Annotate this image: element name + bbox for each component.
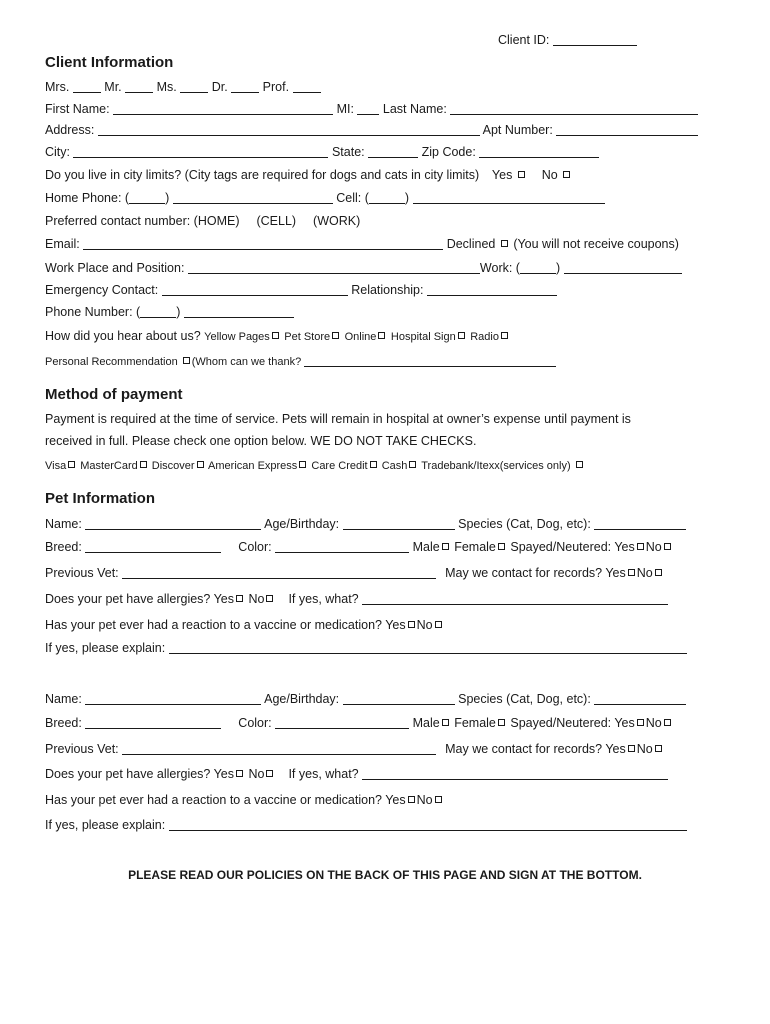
paren-close: ) xyxy=(176,305,181,319)
relationship-label: Relationship: xyxy=(351,283,424,297)
pet1-spayed-yes-label: Spayed/Neutered: Yes xyxy=(510,540,635,554)
pet2-age-label: Age/Birthday: xyxy=(264,692,340,706)
title-dr-label: Dr. xyxy=(211,80,228,94)
pay-amex-checkbox[interactable] xyxy=(299,461,306,468)
declined-note: (You will not receive coupons) xyxy=(513,237,679,251)
first-name-label: First Name: xyxy=(45,102,110,116)
pet2-vet-row xyxy=(45,741,664,757)
payment-text-line-1: Payment is required at the time of service. Pets will remain in hospital at owner’s expense until payment is xyxy=(45,412,631,426)
title-prof-label: Prof. xyxy=(262,80,290,94)
client-id-row xyxy=(498,32,637,48)
whom-label: (Whom can we thank? xyxy=(191,356,302,368)
zip-label: Zip Code: xyxy=(421,145,476,159)
payment-options-row xyxy=(45,458,585,474)
pet1-prev-vet-label: Previous Vet: xyxy=(45,566,119,580)
city-limits-yes-label: Yes xyxy=(491,168,513,182)
pet2-female-checkbox[interactable] xyxy=(498,719,505,726)
pet1-reaction-yes-checkbox[interactable] xyxy=(408,621,415,628)
address-field[interactable] xyxy=(98,123,480,136)
home-area-code-field[interactable] xyxy=(129,191,165,204)
work-phone-label: Work: ( xyxy=(479,261,520,275)
client-id-label: Client ID: xyxy=(498,33,550,47)
city-limits-yes-checkbox[interactable] xyxy=(518,171,525,178)
name-row xyxy=(45,101,698,117)
pet1-spayed-no-label: No xyxy=(645,540,662,554)
pet1-breed-row xyxy=(45,539,673,555)
work-place-field[interactable] xyxy=(188,261,480,274)
pet2-explain-label: If yes, please explain: xyxy=(45,818,166,832)
title-ms-label: Ms. xyxy=(156,80,177,94)
home-phone-field[interactable] xyxy=(173,191,333,204)
hear-radio-label: Radio xyxy=(470,331,499,343)
city-limits-no-label: No xyxy=(541,168,558,182)
pet2-records-yes-checkbox[interactable] xyxy=(628,745,635,752)
personal-rec-row xyxy=(45,354,556,370)
home-phone-label: Home Phone: ( xyxy=(45,191,130,205)
state-label: State: xyxy=(331,145,365,159)
declined-checkbox[interactable] xyxy=(501,240,508,247)
pet2-allergies-no-checkbox[interactable] xyxy=(266,770,273,777)
paren-close: ) xyxy=(165,191,170,205)
pet1-species-field[interactable] xyxy=(594,517,686,530)
emergency-phone-field[interactable] xyxy=(184,305,294,318)
city-field[interactable] xyxy=(73,145,328,158)
pet2-female-label: Female xyxy=(454,716,496,730)
address-label: Address: xyxy=(45,123,95,137)
pet1-allergies-no-label: No xyxy=(248,592,265,606)
pet1-female-label: Female xyxy=(454,540,496,554)
pet2-allergies-no-label: No xyxy=(248,767,265,781)
pay-mastercard-checkbox[interactable] xyxy=(140,461,147,468)
pet1-name-row xyxy=(45,516,686,532)
work-place-label: Work Place and Position: xyxy=(45,261,185,275)
pet2-reaction-row xyxy=(45,792,444,808)
preferred-contact-row xyxy=(45,213,360,229)
pet2-spayed-yes-checkbox[interactable] xyxy=(637,719,644,726)
state-field[interactable] xyxy=(368,145,418,158)
hear-hospital-sign-checkbox[interactable] xyxy=(458,332,465,339)
pet2-breed-label: Breed: xyxy=(45,716,82,730)
pay-mastercard-label: MasterCard xyxy=(80,460,138,472)
pay-visa-checkbox[interactable] xyxy=(68,461,75,468)
payment-heading: Method of payment xyxy=(45,386,183,403)
pet1-female-checkbox[interactable] xyxy=(498,543,505,550)
pay-cash-checkbox[interactable] xyxy=(409,461,416,468)
pet2-breed-field[interactable] xyxy=(85,716,221,729)
pay-cash-label: Cash xyxy=(381,460,408,472)
title-mr-field[interactable] xyxy=(125,80,153,93)
emergency-contact-field[interactable] xyxy=(162,283,348,296)
emergency-row xyxy=(45,282,557,298)
emergency-area-code-field[interactable] xyxy=(140,305,176,318)
preferred-home-option[interactable]: Preferred contact number: (HOME) xyxy=(45,214,240,228)
first-name-field[interactable] xyxy=(113,102,333,115)
hear-online-label: Online xyxy=(344,331,377,343)
pet1-records-yes-label: May we contact for records? Yes xyxy=(445,566,626,580)
city-limits-no-checkbox[interactable] xyxy=(563,171,570,178)
payment-text-line-2: received in full. Please check one option below. WE DO NOT TAKE CHECKS. xyxy=(45,434,477,448)
pet1-allergies-row xyxy=(45,591,668,607)
pet1-name-field[interactable] xyxy=(85,517,261,530)
pet1-reaction-no-checkbox[interactable] xyxy=(435,621,442,628)
hear-yellow-pages-checkbox[interactable] xyxy=(272,332,279,339)
hear-pet-store-checkbox[interactable] xyxy=(332,332,339,339)
title-mrs-field[interactable] xyxy=(73,80,101,93)
whom-field[interactable] xyxy=(304,356,556,367)
pet2-allergies-row xyxy=(45,766,668,782)
apt-field[interactable] xyxy=(556,123,698,136)
pet2-records-yes-label: May we contact for records? Yes xyxy=(445,742,626,756)
pet2-spayed-yes-label: Spayed/Neutered: Yes xyxy=(510,716,635,730)
pet1-prev-vet-field[interactable] xyxy=(122,566,436,579)
pet1-reaction-yes-label: Has your pet ever had a reaction to a vaccine or medication? Yes xyxy=(45,618,406,632)
city-row xyxy=(45,144,599,160)
pet1-species-label: Species (Cat, Dog, etc): xyxy=(458,517,591,531)
title-prof-field[interactable] xyxy=(293,80,321,93)
pet1-reaction-row xyxy=(45,617,444,633)
hear-yellow-pages-label: Yellow Pages xyxy=(204,331,270,343)
emergency-contact-label: Emergency Contact: xyxy=(45,283,159,297)
pet1-allergies-yes-label: Does your pet have allergies? Yes xyxy=(45,592,235,606)
preferred-work-option[interactable]: (WORK) xyxy=(313,214,361,228)
pet2-male-label: Male xyxy=(412,716,440,730)
pet1-color-label: Color: xyxy=(238,540,272,554)
pet1-male-label: Male xyxy=(412,540,440,554)
pet2-reaction-yes-label: Has your pet ever had a reaction to a vaccine or medication? Yes xyxy=(45,793,406,807)
hear-about-row xyxy=(45,328,510,345)
pet1-reaction-no-label: No xyxy=(416,618,433,632)
hear-radio-checkbox[interactable] xyxy=(501,332,508,339)
client-info-heading: Client Information xyxy=(45,54,174,71)
pet1-breed-label: Breed: xyxy=(45,540,82,554)
pay-amex-label: American Express xyxy=(208,460,298,472)
pet1-records-yes-checkbox[interactable] xyxy=(628,569,635,576)
pet1-explain-row xyxy=(45,640,687,656)
pet1-allergies-yes-checkbox[interactable] xyxy=(236,595,243,602)
paren-close: ) xyxy=(404,191,410,205)
pet1-allergies-field[interactable] xyxy=(362,592,668,605)
pet2-spayed-no-checkbox[interactable] xyxy=(664,719,671,726)
pet1-breed-field[interactable] xyxy=(85,540,221,553)
pet1-records-no-label: No xyxy=(636,566,653,580)
pet1-name-label: Name: xyxy=(45,517,82,531)
relationship-field[interactable] xyxy=(427,283,557,296)
paren-close: ) xyxy=(555,261,561,275)
pet2-explain-field[interactable] xyxy=(169,818,687,831)
pet2-color-label: Color: xyxy=(238,716,272,730)
last-name-label: Last Name: xyxy=(382,102,447,116)
pay-care-credit-label: Care Credit xyxy=(311,460,368,472)
mi-field[interactable] xyxy=(357,102,379,115)
city-limits-label: Do you live in city limits? (City tags are required for dogs and cats in city limits) xyxy=(45,168,480,182)
pet1-color-field[interactable] xyxy=(275,540,409,553)
pay-discover-label: Discover xyxy=(151,460,195,472)
work-phone-field[interactable] xyxy=(564,261,682,274)
pet1-spayed-no-checkbox[interactable] xyxy=(664,543,671,550)
title-mrs-label: Mrs. xyxy=(45,80,70,94)
pet2-reaction-no-checkbox[interactable] xyxy=(435,796,442,803)
pet2-prev-vet-field[interactable] xyxy=(122,742,436,755)
pet1-vet-row xyxy=(45,565,664,581)
pet-info-heading: Pet Information xyxy=(45,490,156,507)
hear-online-checkbox[interactable] xyxy=(378,332,385,339)
work-row xyxy=(45,260,682,276)
pet2-allergies-yes-label: Does your pet have allergies? Yes xyxy=(45,767,235,781)
pet1-explain-field[interactable] xyxy=(169,641,687,654)
email-label: Email: xyxy=(45,237,80,251)
hear-about-label: How did you hear about us? xyxy=(45,329,201,343)
personal-rec-checkbox[interactable] xyxy=(183,357,190,364)
emergency-phone-label: Phone Number: ( xyxy=(45,305,141,319)
pet2-name-label: Name: xyxy=(45,692,82,706)
title-dr-field[interactable] xyxy=(231,80,259,93)
pet2-species-field[interactable] xyxy=(594,692,686,705)
address-row xyxy=(45,122,698,138)
pet2-records-no-checkbox[interactable] xyxy=(655,745,662,752)
pet1-spayed-yes-checkbox[interactable] xyxy=(637,543,644,550)
apt-label: Apt Number: xyxy=(482,123,553,137)
client-id-field[interactable] xyxy=(553,33,637,46)
pet1-allergies-no-checkbox[interactable] xyxy=(266,595,273,602)
city-label: City: xyxy=(45,145,70,159)
pet1-male-checkbox[interactable] xyxy=(442,543,449,550)
pay-tradebank-label: Tradebank/Itexx(services only) xyxy=(421,460,571,472)
pet1-age-label: Age/Birthday: xyxy=(264,517,340,531)
pay-care-credit-checkbox[interactable] xyxy=(370,461,377,468)
phone-row xyxy=(45,190,605,206)
mi-label: MI: xyxy=(336,102,354,116)
policies-notice: PLEASE READ OUR POLICIES ON THE BACK OF THIS PAGE AND SIGN AT THE BOTTOM. xyxy=(128,868,642,882)
pet2-breed-row xyxy=(45,715,673,731)
pet2-prev-vet-label: Previous Vet: xyxy=(45,742,119,756)
email-field[interactable] xyxy=(83,237,443,250)
pet2-if-yes-what-label: If yes, what? xyxy=(288,767,359,781)
pet1-records-no-checkbox[interactable] xyxy=(655,569,662,576)
pet1-if-yes-what-label: If yes, what? xyxy=(288,592,359,606)
work-area-code-field[interactable] xyxy=(520,261,556,274)
email-row xyxy=(45,236,679,252)
preferred-cell-option[interactable]: (CELL) xyxy=(256,214,297,228)
pet2-allergies-yes-checkbox[interactable] xyxy=(236,770,243,777)
title-row xyxy=(45,79,321,95)
last-name-field[interactable] xyxy=(450,102,698,115)
pet2-age-field[interactable] xyxy=(343,692,455,705)
pet2-explain-row xyxy=(45,817,687,833)
hear-hospital-sign-label: Hospital Sign xyxy=(390,331,456,343)
pay-tradebank-checkbox[interactable] xyxy=(576,461,583,468)
pet2-male-checkbox[interactable] xyxy=(442,719,449,726)
hear-pet-store-label: Pet Store xyxy=(284,331,331,343)
personal-rec-label: Personal Recommendation xyxy=(45,356,178,368)
cell-area-code-field[interactable] xyxy=(369,191,405,204)
title-mr-label: Mr. xyxy=(104,80,122,94)
cell-label: Cell: ( xyxy=(336,191,369,205)
pet1-age-field[interactable] xyxy=(343,517,455,530)
pay-discover-checkbox[interactable] xyxy=(197,461,204,468)
pay-visa-label: Visa xyxy=(45,460,67,472)
pet1-explain-label: If yes, please explain: xyxy=(45,641,166,655)
declined-label: Declined xyxy=(446,237,496,251)
pet2-spayed-no-label: No xyxy=(645,716,662,730)
pet2-name-row xyxy=(45,691,686,707)
zip-field[interactable] xyxy=(479,145,599,158)
pet2-name-field[interactable] xyxy=(85,692,261,705)
pet2-allergies-field[interactable] xyxy=(362,767,668,780)
emergency-phone-row xyxy=(45,304,294,320)
title-ms-field[interactable] xyxy=(180,80,208,93)
pet2-reaction-yes-checkbox[interactable] xyxy=(408,796,415,803)
cell-phone-field[interactable] xyxy=(413,191,605,204)
pet2-records-no-label: No xyxy=(636,742,653,756)
pet2-reaction-no-label: No xyxy=(416,793,433,807)
city-limits-row xyxy=(45,167,572,183)
pet2-species-label: Species (Cat, Dog, etc): xyxy=(458,692,591,706)
pet2-color-field[interactable] xyxy=(275,716,409,729)
